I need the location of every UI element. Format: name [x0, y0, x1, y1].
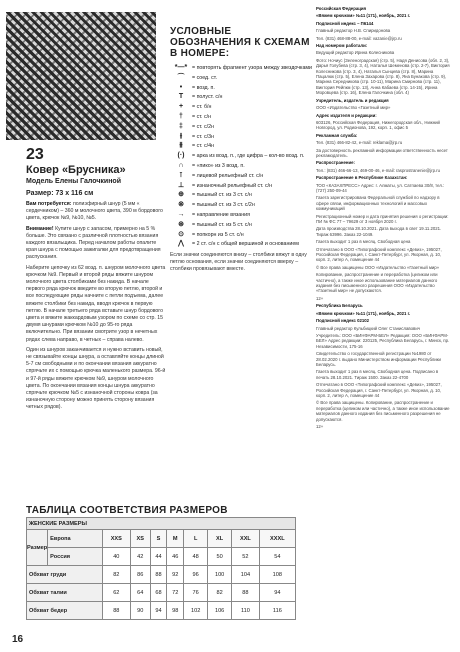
legend-text: = пышный ст. из 3 ст. с/н — [192, 192, 252, 199]
size-header-cell: L — [184, 530, 208, 548]
size-table-cell: 50 — [208, 548, 232, 566]
stitch-symbol-icon: ⫵ — [179, 142, 183, 150]
imprint-heading: Рекламная служба: — [316, 132, 358, 138]
imprint-text: За достоверность рекламной информации ответственность несет рекламодатель. — [316, 147, 448, 158]
imprint-text: Главный редактор Н.В. Спиридонова — [316, 28, 391, 34]
legend-text: = 2 ст. с/н с общей вершиной и основанием — [192, 241, 299, 248]
size-table-cell: 104 — [232, 566, 260, 584]
size-header-cell: XXL — [232, 530, 260, 548]
size-vertical-label: Размер — [27, 530, 48, 566]
size-table-cell: 64 — [130, 584, 150, 602]
size-header-cell: M — [167, 530, 184, 548]
legend-text: = повторять фрагмент узора между звездочками — [192, 65, 312, 71]
imprint-text: Фото: Ночиус (Зеленоградская) (стр. 5), Надя Денисова (обл. 2, 3), Дарья Голубева (стр. 3, 4), Наталья Шеменова (стр. 2-7), Виктория Колесникова (стр. 3, 4), Наталья Сынцева (стр. 8), Марина Пацалюк (стр. 5), Елена Захарова (стр. 8), Яна Бунакова (стр. 9), Марина Середникова (стр. 10-11), Марина Смирнова (стр. 11), Виктория Рейпкм (стр. 13), Анна Кабаева (стр. 14-15), Ирина Моровцева (стр. 16), Елена Галочкина (обл. 4) — [316, 57, 450, 96]
size-table-cell: 94 — [150, 602, 167, 620]
imprint-text: Тел. (831) 468-88-00, e-mail: vazanie@jrp.ru — [316, 35, 402, 41]
imprint-text: Газета зарегистрирована Федеральной службой по надзору в сфере связи, информационных технологий и массовых коммуникаций — [316, 195, 440, 212]
size-table-title: ТАБЛИЦА СООТВЕТСТВИЯ РАЗМЕРОВ — [26, 505, 228, 516]
stitch-symbol-icon: ⊕ — [178, 191, 184, 199]
legend-item — [170, 232, 314, 239]
legend-item — [170, 183, 314, 190]
imprint-text: 12+ — [316, 295, 324, 301]
legend-item — [170, 202, 314, 209]
size-table-banner: ЖЕНСКИЕ РАЗМЕРЫ — [27, 518, 296, 530]
size-table-cell: 76 — [184, 584, 208, 602]
imprint-heading: Подписной индекс – П6144 — [316, 20, 374, 26]
stitch-symbol-icon: • — [179, 83, 183, 91]
size-row-label: Россия — [48, 548, 103, 566]
legend-text: = ст. с/4н — [192, 143, 214, 150]
stitch-symbol-icon: ⊺ — [179, 171, 183, 179]
size-table-cell: 44 — [150, 548, 167, 566]
legend-note: Если значки соединяются внизу – столбики вяжут в одну петлю основания, если значки соединяются вверху – столбики провязывают вместе. — [170, 252, 307, 272]
stitch-symbol-icon: T — [178, 93, 184, 101]
size-row-label: Обхват талии — [27, 584, 103, 602]
imprint-text: Отпечатано в ООО «Типографский комплекс «Девиз», 195027, Российская Федерация, г. Санкт-Петербург, ул. Якорная, д. 10, корп. 2, литер А, помещение 44 — [316, 246, 442, 263]
instruction-paragraph: Внимание! Купите шнур с запасом, примерно на 5 % больше. Это связано с различной плотностью вязания каждого вязальщика. Перед началом работы опалите края шнура с помощью зажигалки для предотвращения распускания. — [26, 225, 161, 261]
size-table-cell: 102 — [184, 602, 208, 620]
legend-text: = попкорн из 5 ст. с/н — [192, 231, 244, 238]
legend-text: = ст. с/2н — [192, 123, 214, 130]
size-table-cell: 52 — [232, 548, 260, 566]
legend-text: = ст. с/н — [192, 113, 212, 120]
imprint-text: Главный редактор Кульбицкий Олег Станиславович — [316, 325, 420, 331]
legend-text: = пышный ст. из 3 ст. с/2н — [192, 202, 255, 209]
stitch-symbol-icon: ⊗ — [178, 201, 184, 209]
size-table-cell: 62 — [102, 584, 130, 602]
legend-item — [170, 241, 314, 248]
imprint-text: © Все права защищены. Копирование, распространение и переработка (целиком или частично), а также иное использование материалов данного издания без письменного разрешения не допускаются. — [316, 400, 450, 422]
size-table-cell: 94 — [259, 584, 295, 602]
legend-item — [170, 134, 314, 141]
size-table-cell: 90 — [130, 602, 150, 620]
size-table-cell: 68 — [150, 584, 167, 602]
size-table-cell: 86 — [130, 566, 150, 584]
size-table-cell: 98 — [167, 602, 184, 620]
size-table-cell: 88 — [232, 584, 260, 602]
imprint-heading: Российская Федерация — [316, 6, 366, 11]
size-table-cell: 42 — [130, 548, 150, 566]
size-table — [26, 517, 296, 620]
size-table-cell: 82 — [102, 566, 130, 584]
model-author: Модель Елены Галочкиной — [26, 178, 122, 185]
stitch-symbol-icon: ‡ — [179, 122, 183, 130]
stitch-symbol-icon: ⊛ — [178, 220, 184, 228]
pattern-title: Ковер «Брусника» — [26, 164, 126, 176]
legend-list — [170, 65, 314, 248]
size-table-cell: 88 — [150, 566, 167, 584]
size-table-cell: 46 — [167, 548, 184, 566]
size-table-cell: 88 — [102, 602, 130, 620]
size-row-label: Обхват груди — [27, 566, 103, 584]
imprint-text: © Все права защищены ООО «Издательство «Газетный мир» — [316, 264, 440, 270]
legend-item — [170, 192, 314, 199]
imprint-text: Отпечатано в ООО «Типографский комплекс «Девиз», 195027, Российская Федерация, г. Санкт-Петербург, ул. Якорная, д. 10, корп. 2, литер А, помещение 44 — [316, 382, 442, 398]
legend-text: = ст. б/н — [192, 104, 212, 111]
imprint-text: Газета выходит 1 раз в месяц. Свободная цена. Подписано в печать 28.10.2021. Тираж 1500. Заказ 22-4700 — [316, 369, 439, 380]
pattern-number: 23 — [26, 146, 44, 163]
stitch-symbol-icon: † — [179, 112, 183, 120]
imprint-heading: Учредитель, издатель и редакция — [316, 97, 389, 103]
instruction-paragraph: Вам потребуется: полиэфирный шнур (5 мм « сердечником) – 360 м молочного цвета, 390 м бордового цвета, крючок №9, №10, №5. — [26, 201, 163, 222]
legend-item — [170, 222, 314, 229]
imprint-heading: Распространение в Республике Казахстан: — [316, 175, 408, 181]
instructions-text — [26, 201, 166, 415]
stitch-symbol-icon: *—* — [174, 64, 188, 71]
size-table-cell: 110 — [232, 602, 260, 620]
imprint-heading: Распространение: — [316, 160, 355, 166]
legend-item — [170, 65, 314, 72]
size-header-cell: XS — [130, 530, 150, 548]
legend-text: = «пико» из 3 возд. п. — [192, 162, 245, 169]
size-header-cell: S — [150, 530, 167, 548]
stitch-symbol-icon: ⫲ — [179, 132, 183, 140]
stitch-symbol-icon: → — [177, 210, 185, 218]
imprint-text: Свидетельство о государственной регистрации №1980 от 28.02.2020 г. выдано Министерством информации Республики Беларусь. — [316, 351, 441, 367]
stitch-symbol-icon: ⌒ — [177, 73, 185, 81]
size-header-cell: XL — [208, 530, 232, 548]
stitch-symbol-icon: ⋀ — [178, 240, 184, 248]
legend-text: = полуст. с/н — [192, 94, 223, 101]
legend-text: = изнаночный рельефный ст. с/н — [192, 182, 273, 189]
imprint-heading: Адрес издателя и редакции: — [316, 112, 377, 118]
size-row-label: Европа — [48, 530, 103, 548]
legend-title: УСЛОВНЫЕ ОБОЗНАЧЕНИЯ К СХЕМАМ В НОМЕРЕ: — [170, 26, 310, 59]
imprint-heading: «Вяжем крючком» №11 (171), ноябрь, 2021 г. — [316, 310, 411, 316]
size-row-label: Обхват бедер — [27, 602, 103, 620]
stitch-symbol-icon: ∩ — [178, 161, 184, 169]
legend-item — [170, 75, 314, 82]
legend-text: = направление вязания — [192, 211, 250, 218]
symbol-legend — [170, 26, 314, 273]
legend-item — [170, 104, 314, 111]
legend-text: = лицевой рельефный ст. с/н — [192, 172, 264, 179]
imprint-heading: Подписной индекс 02102 — [316, 318, 370, 324]
pattern-size: Размер: 73 х 116 см — [26, 190, 94, 197]
size-table-cell: 106 — [208, 602, 232, 620]
imprint-text: Тел.: (831) 466-66-13, 469-00-46, e-mail: rasprostranenie@jrp.ru — [316, 167, 440, 173]
imprint-text: ООО «Издательство «Газетный мир» — [316, 105, 391, 111]
legend-item — [170, 85, 314, 92]
legend-item — [170, 143, 314, 150]
stitch-symbol-icon: + — [178, 103, 184, 111]
size-table-cell: 40 — [102, 548, 130, 566]
imprint-heading: Над номером работали: — [316, 43, 368, 49]
stitch-symbol-icon: ⊙ — [178, 230, 184, 238]
size-table-cell: 48 — [184, 548, 208, 566]
imprint-text: ТОО «КАЗАХПРЕСС» Адрес: г. Алматы, ул. Сатпаева 30/8, тел.: (727) 250-09-44 — [316, 182, 445, 193]
stitch-symbol-icon: (·) — [177, 152, 185, 160]
size-table-cell: 100 — [208, 566, 232, 584]
instruction-paragraph: Наберите цепочку из 62 возд. п. шнуром молочного цвета крючком №9. Первый и второй ряды вяжите шнуром молочного цвета столбиками без накида. В начале первого ряда крючок введите во вторую петлю, второй и все последующие ряды начните с петли подъема, далее вяжите столбики без накида, вводя крючок в первую петлю. В начале третьего ряда вставьте шнур бордового цвета и вяжите жаккардовым узором по схеме со стр. 15 двумя шнурами крючком №10 до 95-го ряда включительно. При вязании смотрите узор в нечетных рядах слева направо, в четных – справа налево. — [26, 264, 166, 343]
legend-item — [170, 94, 314, 101]
stitch-symbol-icon: ⊥ — [177, 181, 185, 189]
imprint-text: Тел. (831) 466-82-42, e-mail: reklama@jrp.ru — [316, 140, 403, 146]
imprint-heading: «Вяжем крючком» №11 (171), ноябрь, 2021 г. — [316, 13, 411, 19]
legend-item — [170, 173, 314, 180]
legend-item — [170, 212, 314, 219]
imprint-column — [316, 6, 450, 431]
imprint-text: Газета выходит 1 раз в месяц. Свободная цена — [316, 239, 411, 245]
imprint-text: Учредитель: ООО «БИНФАРМ-БЕЛ» Редакция: ООО «БИНФАРМ-БЕЛ» Адрес редакции: 220125, Республика Беларусь, г. Минск, пр. Независимости, 175-16 — [316, 332, 450, 349]
instruction-paragraph: Один из шнуров заканчивается и нужно вставить новый, не связывайте концы шнура, а оставляйте концы длиной 5-7 см свободными и по окончании вязания аккуратно спрячьте их с помощью крючка маленького размера. 96-й и 97-й ряды вяжите крючком №9, шнуром молочного цвета. По окончании вязания концы шнура аккуратно спрячьте крючком №5 с изнаночной стороны ковра (за изнаночную сторону можно принять сторону вязания четных рядов). — [26, 346, 166, 411]
legend-text: = возд. п. — [192, 84, 215, 91]
imprint-text: 12+ — [316, 424, 324, 429]
legend-item — [170, 163, 314, 170]
imprint-text: Дата производства 28.10.2021. Дата выхода в свет 19.11.2021. Тираж 63996. Заказ 22-1049. — [316, 226, 442, 237]
size-table-cell: 54 — [259, 548, 295, 566]
imprint-text: Регистрационный номер и дата принятия решения о регистрации: ПИ № ФС 77 – 79629 от 3 ноября 2020 г. — [316, 213, 449, 224]
size-table-cell: 96 — [184, 566, 208, 584]
size-table-cell: 82 — [208, 584, 232, 602]
imprint-text: Копирование, распространение и переработка (целиком или частично), а также иное использование материалов данного издания без письменного разрешения ООО «Издательство «Газетный мир» не допускаются. — [316, 272, 438, 294]
legend-text: = ст. с/3н — [192, 133, 214, 140]
legend-text: = соед. ст. — [192, 74, 218, 81]
size-table-cell: 72 — [167, 584, 184, 602]
legend-text: = арка из возд. п., где цифра – кол-во возд. п. — [192, 153, 305, 160]
size-table-cell: 108 — [259, 566, 295, 584]
size-header-cell: XXXL — [259, 530, 295, 548]
imprint-text: Ведущий редактор Ирина Колесникова — [316, 50, 395, 56]
size-table-cell: 116 — [259, 602, 295, 620]
rug-photo — [6, 12, 156, 140]
legend-item — [170, 153, 314, 160]
legend-text: = пышный ст. из 5 ст. с/н — [192, 221, 252, 228]
size-header-cell: XXS — [102, 530, 130, 548]
legend-item — [170, 114, 314, 121]
legend-item — [170, 124, 314, 131]
size-table-cell: 92 — [167, 566, 184, 584]
imprint-text: 603126, Российская Федерация, Нижегородская обл., Нижний Новгород, ул. Родионова, 192, корп. 1, офис 5 — [316, 119, 440, 131]
imprint-heading: Республика Беларусь — [316, 303, 363, 309]
page-number: 16 — [12, 634, 24, 645]
